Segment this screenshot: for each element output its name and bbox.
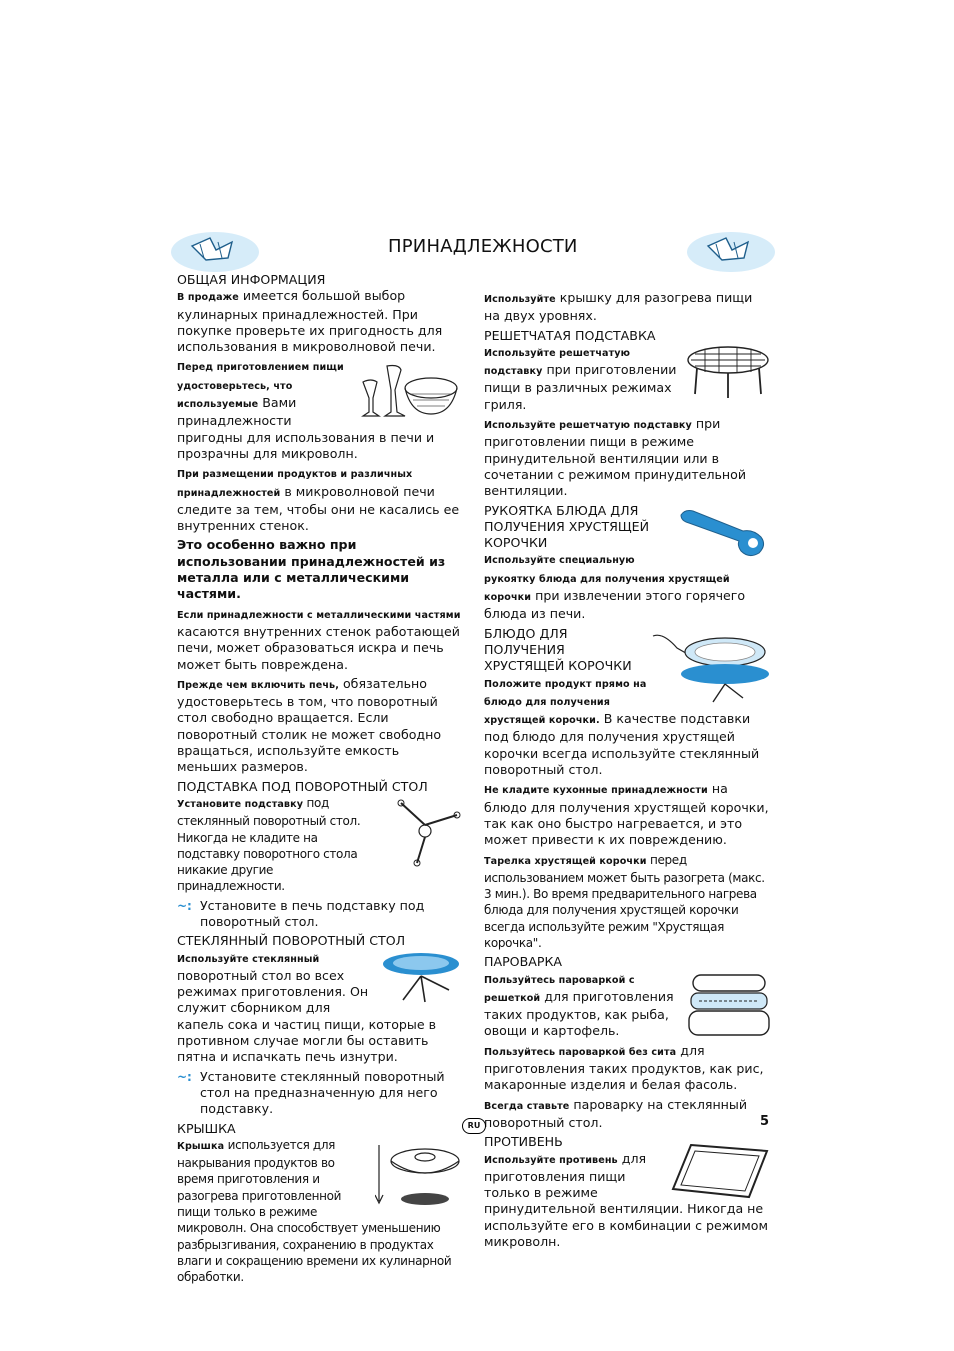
support-text: Установите подставку под стеклянный поворотный стол. Никогда не кладите на подставку поворотного стола никакие другие принадлежности. <box>177 795 361 894</box>
general-p1: В продаже имеется большой выбор кулинарных принадлежностей. При покупке проверьте их пригодность для использования в микроволновой печи. <box>177 288 443 355</box>
general-p6: Прежде чем включить печь, обязательно удостоверьтесь в том, что поворотный стол свободно вращается. Если поворотный столик не может свободно вращаться, используйте емкость меньших размеров. <box>177 675 442 775</box>
step-icon: ~: <box>177 1069 192 1084</box>
page-title: ПРИНАДЛЕЖНОСТИ <box>388 236 578 257</box>
steamer-p1: Пользуйтесь пароваркой с решеткой для приготовления таких продуктов, как рыба, овощи и картофель. <box>484 974 674 1039</box>
glass-turntable-illustration <box>379 950 463 1008</box>
cover-illustration <box>375 1139 463 1213</box>
header-left-icon <box>170 228 260 274</box>
crisp-plate-illustration <box>651 628 771 706</box>
general-p5: Если принадлежности с металлическими частями касаются внутренних стенок работающей печи, может образоваться искра и печь может быть повреждена. <box>177 609 461 672</box>
steamer-heading: ПАРОВАРКА <box>484 954 562 970</box>
steamer-illustration <box>685 971 771 1041</box>
language-badge: RU <box>462 1118 486 1134</box>
rack-p1: Используйте решетчатую подставку при приготовлении пищи в различных режимах гриля. <box>484 347 677 412</box>
steamer-p3: Всегда ставьте пароварку на стеклянный поворотный стол. <box>484 1096 748 1130</box>
handle-text: Используйте специальную рукоятку блюда для получения хрустящей корочки при извлечении этого горячего блюда из печи. <box>484 555 746 622</box>
step-icon: ~: <box>177 898 192 913</box>
rack-heading: РЕШЕТЧАТАЯ ПОДСТАВКА <box>484 327 656 343</box>
crisp-handle-illustration <box>675 505 771 561</box>
handle-heading: РУКОЯТКА БЛЮДА ДЛЯ ПОЛУЧЕНИЯ ХРУСТЯЩЕЙ КОРОЧКИ <box>484 502 650 551</box>
tray-text: Используйте противень для приготовления пищи только в режиме принудительной вентиляции. Никогда не используйте его в комбинации с режимом микроволн. <box>484 1150 769 1250</box>
baking-tray-illustration <box>671 1141 771 1201</box>
header-right-icon <box>686 228 776 274</box>
plate-heading: БЛЮДО ДЛЯ ПОЛУЧЕНИЯ ХРУСТЯЩЕЙ КОРОЧКИ <box>484 625 632 674</box>
page-number: 5 <box>760 1114 770 1129</box>
support-illustration <box>387 797 463 867</box>
glass-step: ~: Установите стеклянный поворотный стол на предназначенную для него подставку. <box>177 1068 445 1117</box>
plate-p2: Не кладите кухонные принадлежности на блюдо для получения хрустящей корочки, так как оно быстро нагревается, и это может привести к их повреждению. <box>484 781 769 848</box>
glass-text: Используйте стеклянный поворотный стол во всех режимах приготовления. Он служит сборником для капель сока и частиц пищи, которые в противном случае могли бы оставить пятна и испачкать печь изнутри. <box>177 953 437 1065</box>
general-p3: При размещении продуктов и различных принадлежностей в микроволновой печи следите за тем, чтобы они не касались ее внутренних стенок. <box>177 469 460 534</box>
plate-p3: Тарелка хрустящей корочки перед использованием может быть разогрета (макс. 3 мин.). Во время предварительного нагрева блюда для получения хрустящей корочки всегда используйте режим "Хрустящая корочка". <box>484 852 765 950</box>
cover-heading: КРЫШКА <box>177 1120 236 1136</box>
cover-text: Крышка используется для накрывания продуктов во время приготовления и разогрева приготовленной пищи только в режиме микроволн. Она способствует уменьшению разбрызгивания, сохранению в продуктах влаги и сокращению времени их кулинарной обработки. <box>177 1137 452 1285</box>
glassware-illustration <box>353 360 463 424</box>
general-heading: ОБЩАЯ ИНФОРМАЦИЯ <box>177 272 326 287</box>
support-heading: ПОДСТАВКА ПОД ПОВОРОТНЫЙ СТОЛ <box>177 778 428 794</box>
cover-p2: Используйте крышку для разогрева пищи на двух уровнях. <box>484 290 753 324</box>
right-column <box>484 274 771 1253</box>
plate-p1: Положите продукт прямо на блюдо для получения хрустящей корочки. В качестве подставки под блюдо для получения хрустящей корочки всегда используйте стеклянный поворотный стол. <box>484 678 760 778</box>
general-p4: Это особенно важно при использовании принадлежностей из металла или с металлическими частями. <box>177 537 446 602</box>
rack-p2: Используйте решетчатую подставку при приготовлении пищи в режиме принудительной вентиляции или в сочетании с режимом принудительной вентиляции. <box>484 416 747 499</box>
support-step: ~: Установите в печь подставку под поворотный стол. <box>177 897 425 929</box>
grill-rack-illustration <box>685 344 771 400</box>
left-column <box>177 272 463 1289</box>
general-p2: Перед приготовлением пищи удостоверьтесь, что используемые Вами принадлежности пригодны для использования в печи и прозрачны для микроволн. <box>177 362 435 461</box>
glass-heading: СТЕКЛЯННЫЙ ПОВОРОТНЫЙ СТОЛ <box>177 933 406 949</box>
steamer-p2: Пользуйтесь пароваркой без сита для приготовления таких продуктов, как рис, макаронные изделия и белая фасоль. <box>484 1042 764 1093</box>
tray-heading: ПРОТИВЕНЬ <box>484 1134 563 1150</box>
